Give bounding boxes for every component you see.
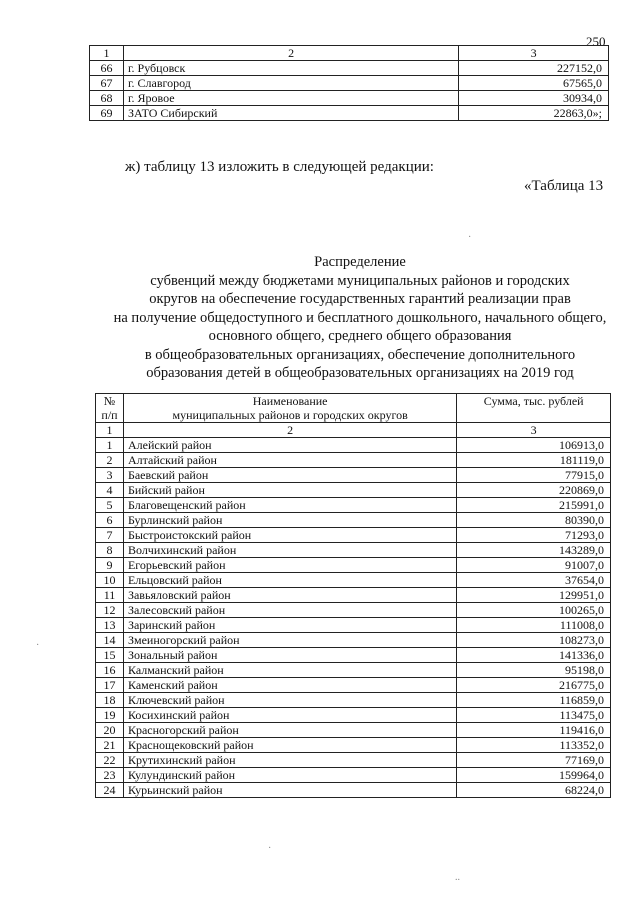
row-name: Благовещенский район <box>123 498 456 513</box>
row-number: 14 <box>96 633 124 648</box>
table-row <box>96 543 611 558</box>
row-number: 20 <box>96 723 124 738</box>
row-sum: 77169,0 <box>457 753 611 768</box>
row-sum: 80390,0 <box>457 513 611 528</box>
row-number: 21 <box>96 738 124 753</box>
table-row <box>90 106 609 121</box>
row-name: Крутихинский район <box>123 753 456 768</box>
row-name: г. Славгород <box>123 76 458 91</box>
table-row <box>90 61 609 76</box>
table-row <box>96 753 611 768</box>
row-name: Бурлинский район <box>123 513 456 528</box>
table-row <box>96 738 611 753</box>
row-number: 7 <box>96 528 124 543</box>
row-name: Калманский район <box>123 663 456 678</box>
row-number: 4 <box>96 483 124 498</box>
row-name: Завьяловский район <box>123 588 456 603</box>
row-sum: 22863,0»; <box>459 106 609 121</box>
row-sum: 30934,0 <box>459 91 609 106</box>
heading-line: округов на обеспечение государственных гарантий реализации прав <box>149 291 571 307</box>
row-name: Змеиногорский район <box>123 633 456 648</box>
row-number: 19 <box>96 708 124 723</box>
subvention-table <box>95 393 611 798</box>
table-row <box>96 558 611 573</box>
row-number: 15 <box>96 648 124 663</box>
row-number: 24 <box>96 783 124 798</box>
table-row <box>96 648 611 663</box>
row-number: 69 <box>90 106 124 121</box>
heading-line: основного общего, среднего общего образования <box>208 328 512 344</box>
row-sum: 113352,0 <box>457 738 611 753</box>
row-number: 6 <box>96 513 124 528</box>
row-name: г. Яровое <box>123 91 458 106</box>
row-number: 16 <box>96 663 124 678</box>
row-number: 9 <box>96 558 124 573</box>
row-sum: 143289,0 <box>457 543 611 558</box>
table-row <box>96 588 611 603</box>
table-row <box>96 453 611 468</box>
scan-mark: · <box>468 232 472 243</box>
row-sum: 100265,0 <box>457 603 611 618</box>
table-row <box>96 663 611 678</box>
row-name: Краснощековский район <box>123 738 456 753</box>
row-name: Заринский район <box>123 618 456 633</box>
scan-mark: · <box>36 640 40 651</box>
scan-mark: .. <box>455 872 460 883</box>
row-sum: 77915,0 <box>457 468 611 483</box>
row-sum: 159964,0 <box>457 768 611 783</box>
table-row <box>90 91 609 106</box>
row-sum: 119416,0 <box>457 723 611 738</box>
table-row <box>96 498 611 513</box>
row-name: Ключевский район <box>123 693 456 708</box>
table-row <box>90 76 609 91</box>
row-name: Курьинский район <box>123 783 456 798</box>
table-numbering-row <box>96 423 611 438</box>
table-row <box>96 768 611 783</box>
row-sum: 71293,0 <box>457 528 611 543</box>
row-number: 67 <box>90 76 124 91</box>
previous-table-body <box>90 61 609 121</box>
row-number: 12 <box>96 603 124 618</box>
document-heading <box>70 253 640 383</box>
row-number: 1 <box>96 438 124 453</box>
row-sum: 116859,0 <box>457 693 611 708</box>
row-number: 11 <box>96 588 124 603</box>
row-name: Косихинский район <box>123 708 456 723</box>
table-label: «Таблица 13 <box>524 178 604 194</box>
row-sum: 67565,0 <box>459 76 609 91</box>
table-row <box>96 528 611 543</box>
row-name: г. Рубцовск <box>123 61 458 76</box>
row-name: Каменский район <box>123 678 456 693</box>
table-header-row <box>90 46 609 61</box>
row-number: 23 <box>96 768 124 783</box>
row-number: 17 <box>96 678 124 693</box>
row-number: 18 <box>96 693 124 708</box>
row-name: Зональный район <box>123 648 456 663</box>
col-header-name: Наименование муниципальных районов и городских округов <box>123 394 456 423</box>
col-number: 1 <box>96 423 124 438</box>
row-sum: 68224,0 <box>457 783 611 798</box>
row-sum: 129951,0 <box>457 588 611 603</box>
row-number: 10 <box>96 573 124 588</box>
row-sum: 227152,0 <box>459 61 609 76</box>
row-sum: 220869,0 <box>457 483 611 498</box>
row-sum: 91007,0 <box>457 558 611 573</box>
row-name: Ельцовский район <box>123 573 456 588</box>
col-number: 1 <box>90 46 124 61</box>
row-sum: 111008,0 <box>457 618 611 633</box>
row-name: Алейский район <box>123 438 456 453</box>
col-header-no: № п/п <box>96 394 124 423</box>
row-number: 8 <box>96 543 124 558</box>
row-sum: 37654,0 <box>457 573 611 588</box>
row-sum: 181119,0 <box>457 453 611 468</box>
row-name: Волчихинский район <box>123 543 456 558</box>
row-sum: 106913,0 <box>457 438 611 453</box>
row-name: ЗАТО Сибирский <box>123 106 458 121</box>
row-name: Кулундинский район <box>123 768 456 783</box>
row-name: Быстроистокский район <box>123 528 456 543</box>
col-header-sum: Сумма, тыс. рублей <box>457 394 611 423</box>
table-row <box>96 678 611 693</box>
page-number: 250 <box>586 34 606 49</box>
row-name: Залесовский район <box>123 603 456 618</box>
table-row <box>96 573 611 588</box>
col-number: 2 <box>123 46 458 61</box>
row-number: 3 <box>96 468 124 483</box>
table-row <box>96 468 611 483</box>
heading-line: на получение общедоступного и бесплатного дошкольного, начального общего, <box>113 309 607 326</box>
row-name: Бийский район <box>123 483 456 498</box>
col-number: 2 <box>123 423 456 438</box>
table-row <box>96 633 611 648</box>
row-sum: 216775,0 <box>457 678 611 693</box>
table-row <box>96 693 611 708</box>
table-row <box>96 618 611 633</box>
row-name: Егорьевский район <box>123 558 456 573</box>
row-sum: 215991,0 <box>457 498 611 513</box>
amendment-text: ж) таблицу 13 изложить в следующей редакции: <box>125 159 434 175</box>
col-number: 3 <box>457 423 611 438</box>
heading-line: образования детей в общеобразовательных организациях на 2019 год <box>146 365 574 381</box>
row-number: 68 <box>90 91 124 106</box>
col-number: 3 <box>459 46 609 61</box>
row-name: Красногорский район <box>123 723 456 738</box>
row-number: 13 <box>96 618 124 633</box>
row-number: 22 <box>96 753 124 768</box>
heading-line: в общеобразовательных организациях, обеспечение дополнительного <box>144 346 576 363</box>
row-name: Баевский район <box>123 468 456 483</box>
table-row <box>96 708 611 723</box>
table-row <box>96 723 611 738</box>
row-sum: 113475,0 <box>457 708 611 723</box>
scan-mark: · <box>268 843 272 854</box>
table-row <box>96 483 611 498</box>
table-row <box>96 783 611 798</box>
previous-table-continuation <box>89 45 609 121</box>
row-sum: 95198,0 <box>457 663 611 678</box>
table-header-row <box>96 394 611 423</box>
row-sum: 108273,0 <box>457 633 611 648</box>
table-row <box>96 603 611 618</box>
heading-line: Распределение <box>314 254 406 270</box>
table-row <box>96 513 611 528</box>
row-number: 66 <box>90 61 124 76</box>
row-name: Алтайский район <box>123 453 456 468</box>
table-row <box>96 438 611 453</box>
row-sum: 141336,0 <box>457 648 611 663</box>
subvention-table-body <box>96 438 611 798</box>
heading-line: субвенций между бюджетами муниципальных районов и городских <box>150 272 570 289</box>
row-number: 5 <box>96 498 124 513</box>
row-number: 2 <box>96 453 124 468</box>
